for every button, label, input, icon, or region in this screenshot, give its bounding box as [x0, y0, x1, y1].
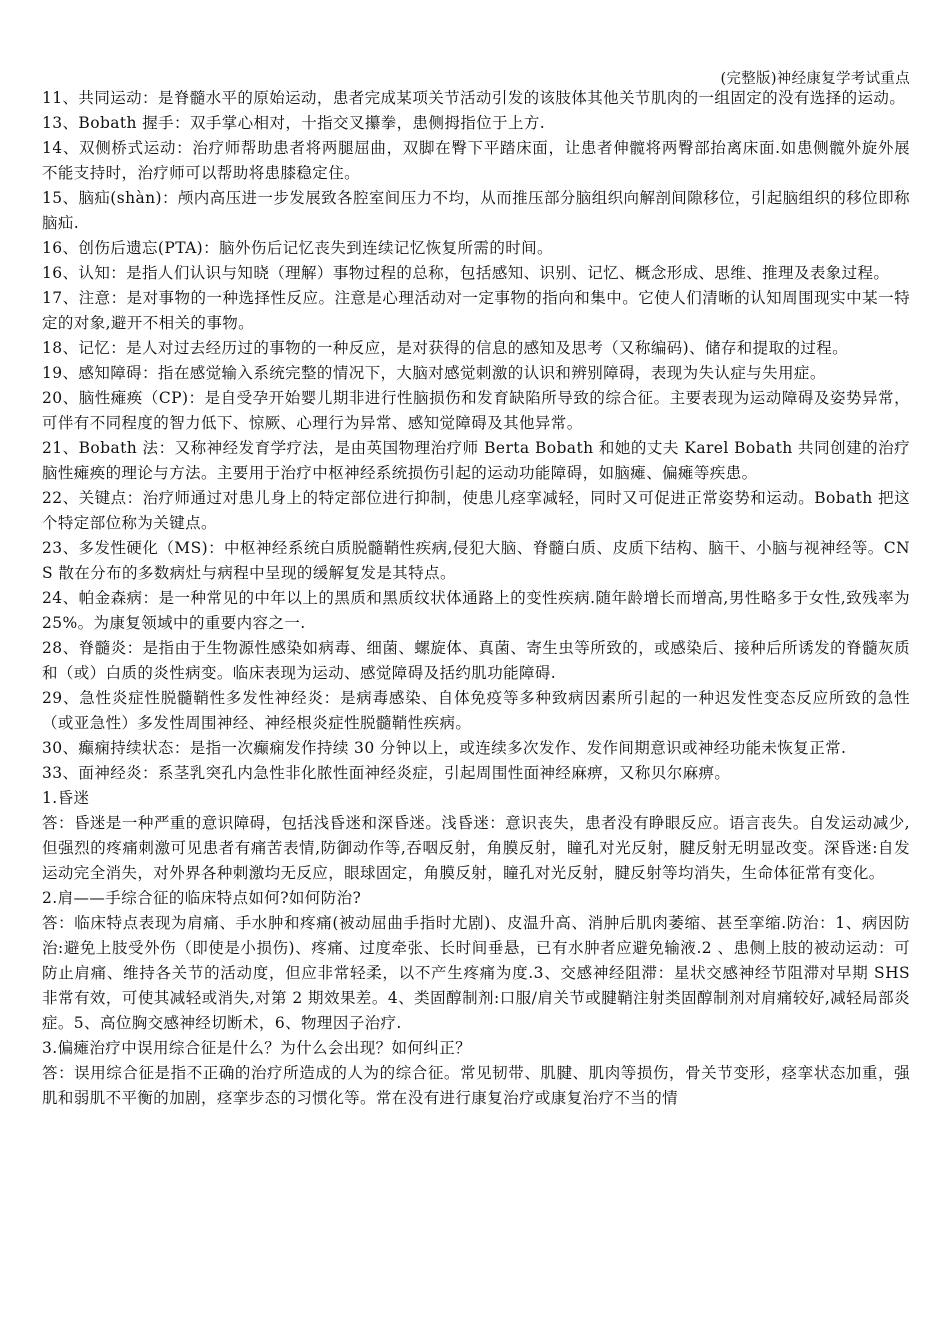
paragraph-28-myelitis: 28、脊髓炎：是指由于生物源性感染如病毒、细菌、螺旋体、真菌、寄生虫等所致的，或感染后、接种后所诱发的脊髓灰质和（或）白质的炎性病变。临床表现为运动、感觉障碍及括约肌功能障碍.	[42, 639, 910, 682]
paragraph-19-perception: 19、感知障碍：指在感觉输入系统完整的情况下，大脑对感觉刺激的认识和辨别障碍，表现为失认症与失用症。	[42, 364, 826, 382]
paragraph-17-attention: 17、注意：是对事物的一种选择性反应。注意是心理活动对一定事物的指向和集中。它使人们清晰的认知周围现实中某一特定的对象,避开不相关的事物。	[42, 289, 910, 332]
document-body	[42, 86, 910, 1111]
answer-1-coma: 答：昏迷是一种严重的意识障碍，包括浅昏迷和深昏迷。浅昏迷：意识丧失，患者没有睁眼反应。语言丧失。自发运动减少,但强烈的疼痛刺激可见患者有痛苦表情,防御动作等,吞咽反射，角膜反射，瞳孔对光反射，腱反射无明显改变。深昏迷:自发运动完全消失，对外界各种刺激均无反应，眼球固定，角膜反射，瞳孔对光反射，腱反射等均消失，生命体征常有变化。	[42, 814, 910, 882]
question-2-shoulder-hand: 2.肩——手综合征的临床特点如何?如何防治?	[42, 889, 362, 907]
paragraph-24-parkinson: 24、帕金森病：是一种常见的中年以上的黑质和黑质纹状体通路上的变性疾病.随年龄增长而增高,男性略多于女性,致残率为 25%。为康复领域中的重要内容之一.	[42, 589, 910, 632]
paragraph-16-pta: 16、创伤后遗忘(PTA)：脑外伤后记忆丧失到连续记忆恢复所需的时间。	[42, 239, 553, 257]
paragraph-11-synergy: 11、共同运动：是脊髓水平的原始运动，患者完成某项关节活动引发的该肢体其他关节肌肉的一组固定的没有选择的运动。	[42, 89, 906, 107]
paragraph-22-key-points: 22、关键点：治疗师通过对患儿身上的特定部位进行抑制，使患儿痉挛减轻，同时又可促进正常姿势和运动。Bobath 把这个特定部位称为关键点。	[42, 489, 910, 532]
paragraph-20-cerebral-palsy: 20、脑性瘫痪（CP)：是自受孕开始婴儿期非进行性脑损伤和发育缺陷所导致的综合征。主要表现为运动障碍及姿势异常，可伴有不同程度的智力低下、惊厥、心理行为异常、感知觉障碍及其他异常。	[42, 389, 910, 432]
question-1-coma: 1.昏迷	[42, 789, 90, 807]
paragraph-29-gbs: 29、急性炎症性脱髓鞘性多发性神经炎：是病毒感染、自体免疫等多种致病因素所引起的一种迟发性变态反应所致的急性（或亚急性）多发性周围神经、神经根炎症性脱髓鞘性疾病。	[42, 689, 910, 732]
paragraph-23-ms: 23、多发性硬化（MS)：中枢神经系统白质脱髓鞘性疾病,侵犯大脑、脊髓白质、皮质下结构、脑干、小脑与视神经等。CNS 散在分布的多数病灶与病程中呈现的缓解复发是其特点。	[42, 539, 910, 582]
answer-2-shoulder-hand: 答：临床特点表现为肩痛、手水肿和疼痛(被动屈曲手指时尤剧)、皮温升高、消肿后肌肉萎缩、甚至挛缩.防治：1、病因防治:避免上肢受外伤（即使是小损伤)、疼痛、过度牵张、长时间垂悬，已有水肿者应避免输液.2 、患侧上肢的被动运动：可防止肩痛、维持各关节的活动度，但应非常轻柔，以不产生疼痛为度.3、交感神经阻滞：星状交感神经节阻滞对早期 SHS 非常有效，可使其减轻或消失,对第 2 期效果差。4、类固醇制剂:口服/肩关节或腱鞘注射类固醇制剂对肩痛较好,减轻局部炎症。5、高位胸交感神经切断术，6、物理因子治疗.	[42, 914, 910, 1032]
paragraph-15-herniation: 15、脑疝(shàn)：颅内高压进一步发展致各腔室间压力不均，从而推压部分脑组织向解剖间隙移位，引起脑组织的移位即称脑疝.	[42, 189, 910, 232]
question-3-misuse-syndrome: 3.偏瘫治疗中误用综合征是什么？为什么会出现？如何纠正？	[42, 1039, 471, 1057]
paragraph-13-bobath-grip: 13、Bobath 握手：双手掌心相对，十指交叉攥拳，患侧拇指位于上方.	[42, 114, 546, 132]
paragraph-14-bridging: 14、双侧桥式运动：治疗师帮助患者将两腿屈曲，双脚在臀下平踏床面，让患者伸髋将两臀部抬离床面.如患侧髋外旋外展不能支持时，治疗师可以帮助将患膝稳定住。	[42, 139, 910, 182]
paragraph-18-memory: 18、记忆：是人对过去经历过的事物的一种反应，是对获得的信息的感知及思考（又称编码)、储存和提取的过程。	[42, 339, 849, 357]
paragraph-33-facial-neuritis: 33、面神经炎：系茎乳突孔内急性非化脓性面神经炎症，引起周围性面神经麻痹，又称贝尔麻痹。	[42, 764, 731, 782]
paragraph-30-status-epilepticus: 30、癫痫持续状态：是指一次癫痫发作持续 30 分钟以上，或连续多次发作、发作间期意识或神经功能未恢复正常.	[42, 739, 847, 757]
paragraph-21-bobath-method: 21、Bobath 法：又称神经发育学疗法，是由英国物理治疗师 Berta Bobath 和她的丈夫 Karel Bobath 共同创建的治疗脑性瘫痪的理论与方法。主要用于治疗中枢神经系统损伤引起的运动功能障碍，如脑瘫、偏瘫等疾患。	[42, 439, 910, 482]
paragraph-16-cognition: 16、认知：是指人们认识与知晓（理解）事物过程的总称，包括感知、识别、记忆、概念形成、思维、推理及表象过程。	[42, 264, 890, 282]
answer-3-misuse-syndrome: 答：误用综合征是指不正确的治疗所造成的人为的综合征。常见韧带、肌腱、肌肉等损伤，骨关节变形，痉挛状态加重，强肌和弱肌不平衡的加剧，痉挛步态的习惯化等。常在没有进行康复治疗或康复治疗不当的情	[42, 1064, 910, 1107]
running-header: (完整版)神经康复学考试重点	[720, 71, 910, 87]
